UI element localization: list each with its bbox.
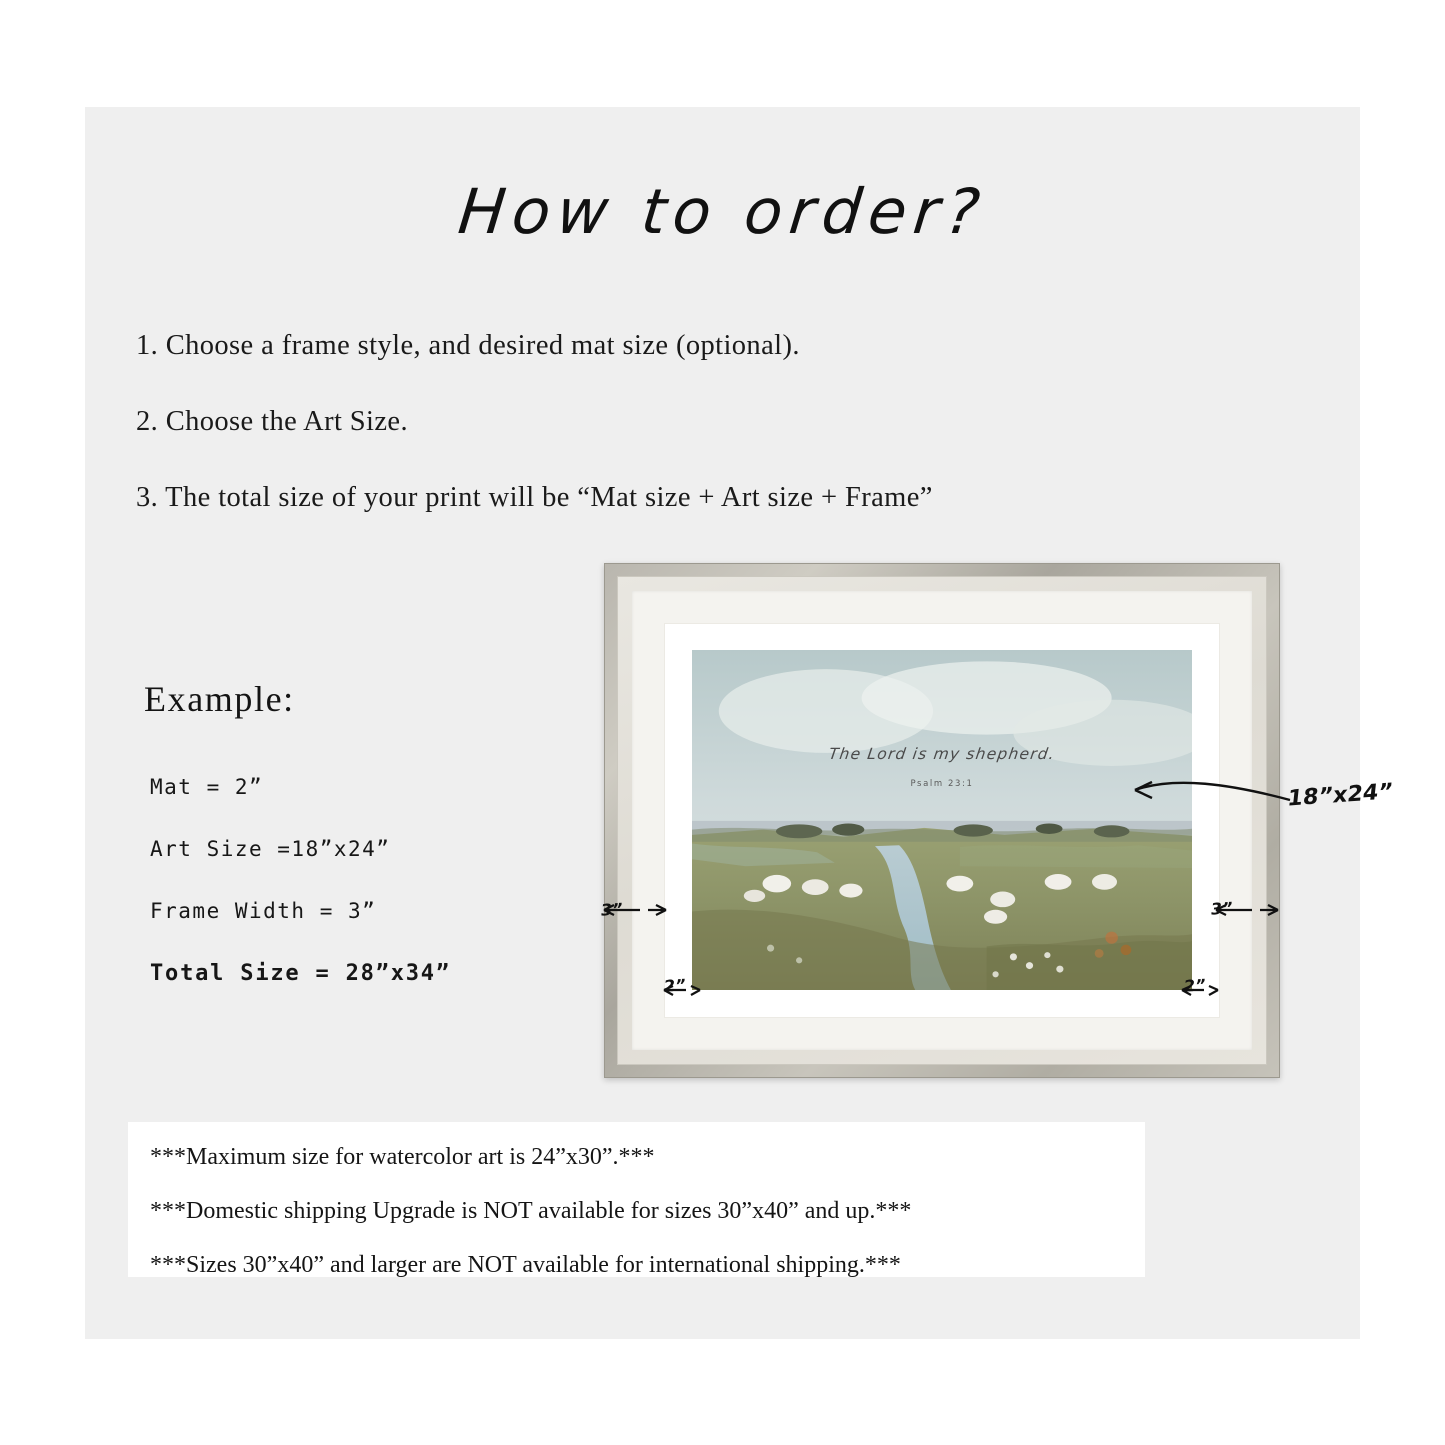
annotation-mat-left: 2”	[662, 975, 687, 996]
artwork-illustration	[692, 650, 1192, 990]
annotation-art-size: 18”x24”	[1286, 779, 1395, 812]
example-heading: Example:	[144, 679, 295, 719]
example-line-frame-width: Frame Width = 3”	[150, 899, 377, 923]
step-item: 3. The total size of your print will be “Mat size + Art size + Frame”	[136, 482, 933, 513]
artwork-image	[692, 650, 1192, 990]
artwork-verse-reference: Psalm 23:1	[910, 779, 974, 790]
example-measurements	[150, 775, 570, 1024]
note-item: ***Domestic shipping Upgrade is NOT available for sizes 30”x40” and up.***	[150, 1198, 912, 1224]
framed-artwork-preview	[604, 563, 1280, 1078]
example-line-mat: Mat = 2”	[150, 775, 264, 799]
example-line-total-size: Total Size = 28”x34”	[150, 961, 451, 986]
mat-board	[632, 591, 1252, 1050]
notes-box	[128, 1122, 1145, 1277]
annotation-frame-left: 3”	[599, 899, 624, 920]
step-item: 1. Choose a frame style, and desired mat size (optional).	[136, 330, 800, 361]
annotation-mat-right: 2”	[1182, 975, 1207, 996]
step-item: 2. Choose the Art Size.	[136, 406, 409, 437]
note-item: ***Sizes 30”x40” and larger are NOT available for international shipping.***	[150, 1252, 901, 1278]
mat-window	[664, 623, 1220, 1018]
page-title: How to order?	[455, 175, 990, 248]
artwork-verse-text: The Lord is my shepherd.	[827, 745, 1057, 764]
annotation-frame-right: 3”	[1209, 898, 1234, 919]
example-line-art-size: Art Size =18”x24”	[150, 837, 391, 861]
note-item: ***Maximum size for watercolor art is 24”x30”.***	[150, 1144, 655, 1170]
steps-list	[136, 330, 1316, 558]
